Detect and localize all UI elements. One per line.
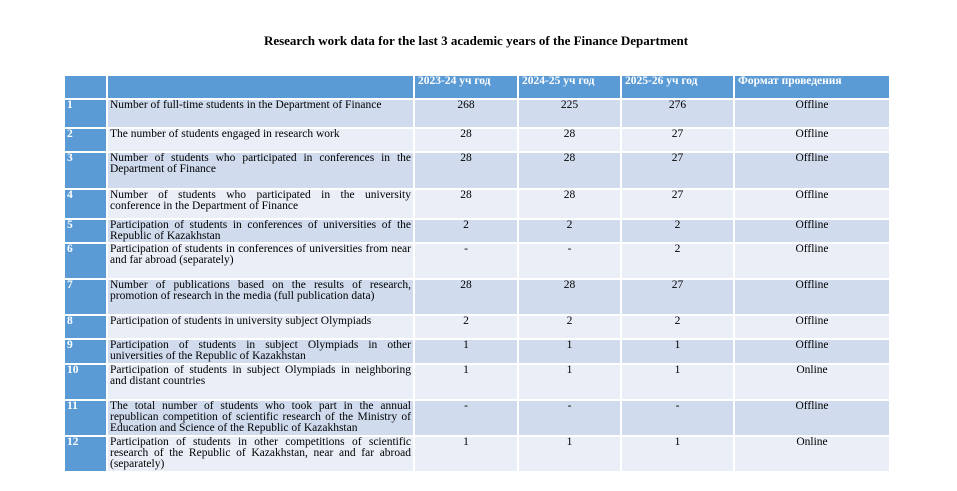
row-indicator: The total number of students who took part in the annual republican competition of scientific research of the Ministry of Education and Science of the Republic of Kazakhstan: [107, 400, 414, 436]
row-format: Offline: [734, 279, 890, 315]
row-value-2025-26: 1: [621, 436, 734, 472]
row-value-2023-24: 2: [414, 315, 518, 339]
row-format: Offline: [734, 339, 890, 364]
row-indicator: Participation of students in university subject Olympiads: [107, 315, 414, 339]
table-row: [64, 99, 890, 128]
row-indicator: The number of students engaged in research work: [107, 128, 414, 152]
row-indicator: Participation of students in conferences of universities from near and far abroad (separately): [107, 243, 414, 279]
header-indicator: [107, 75, 414, 99]
row-number: 4: [64, 189, 107, 219]
row-value-2023-24: 1: [414, 339, 518, 364]
table-row: [64, 243, 890, 279]
row-value-2023-24: 28: [414, 189, 518, 219]
row-value-2023-24: 2: [414, 219, 518, 243]
row-value-2023-24: 268: [414, 99, 518, 128]
table-row: [64, 279, 890, 315]
row-indicator: Participation of students in other competitions of scientific research of the Republic of Kazakhstan, near and far abroad (separately): [107, 436, 414, 472]
table-row: [64, 364, 890, 400]
row-format: Offline: [734, 152, 890, 189]
row-value-2024-25: 28: [518, 152, 621, 189]
row-value-2025-26: 2: [621, 219, 734, 243]
row-value-2024-25: 28: [518, 279, 621, 315]
header-2024-25: 2024-25 уч год: [518, 75, 621, 99]
row-value-2024-25: -: [518, 400, 621, 436]
row-value-2025-26: 27: [621, 279, 734, 315]
row-indicator: Number of students who participated in conferences in the Department of Finance: [107, 152, 414, 189]
row-indicator: Participation of students in subject Olympiads in other universities of the Republic of Kazakhstan: [107, 339, 414, 364]
row-value-2025-26: 2: [621, 315, 734, 339]
row-value-2024-25: 1: [518, 436, 621, 472]
header-format: Формат проведения: [734, 75, 890, 99]
row-value-2024-25: 225: [518, 99, 621, 128]
row-format: Offline: [734, 128, 890, 152]
row-value-2025-26: 27: [621, 189, 734, 219]
row-number: 7: [64, 279, 107, 315]
row-value-2023-24: -: [414, 400, 518, 436]
table-row: [64, 152, 890, 189]
header-2023-24: 2023-24 уч год: [414, 75, 518, 99]
row-number: 2: [64, 128, 107, 152]
row-value-2025-26: 2: [621, 243, 734, 279]
row-format: Online: [734, 364, 890, 400]
row-value-2025-26: 1: [621, 339, 734, 364]
header-number: [64, 75, 107, 99]
row-value-2024-25: 28: [518, 128, 621, 152]
row-value-2023-24: 1: [414, 364, 518, 400]
row-format: Offline: [734, 315, 890, 339]
row-number: 3: [64, 152, 107, 189]
research-data-table: [63, 74, 891, 473]
row-indicator: Participation of students in conferences of universities of the Republic of Kazakhstan: [107, 219, 414, 243]
row-format: Offline: [734, 219, 890, 243]
table-row: [64, 189, 890, 219]
row-value-2023-24: -: [414, 243, 518, 279]
table-row: [64, 315, 890, 339]
row-value-2023-24: 28: [414, 128, 518, 152]
row-number: 6: [64, 243, 107, 279]
row-format: Online: [734, 436, 890, 472]
row-format: Offline: [734, 400, 890, 436]
row-number: 11: [64, 400, 107, 436]
row-number: 5: [64, 219, 107, 243]
row-value-2024-25: 1: [518, 339, 621, 364]
row-value-2024-25: 1: [518, 364, 621, 400]
row-value-2023-24: 28: [414, 279, 518, 315]
row-value-2025-26: 1: [621, 364, 734, 400]
row-format: Offline: [734, 189, 890, 219]
row-value-2024-25: 2: [518, 219, 621, 243]
table-row: [64, 219, 890, 243]
row-number: 9: [64, 339, 107, 364]
row-value-2024-25: 2: [518, 315, 621, 339]
row-value-2023-24: 28: [414, 152, 518, 189]
table-row: [64, 128, 890, 152]
row-number: 10: [64, 364, 107, 400]
table-header-row: [64, 75, 890, 99]
row-value-2025-26: 276: [621, 99, 734, 128]
header-2025-26: 2025-26 уч год: [621, 75, 734, 99]
row-value-2025-26: -: [621, 400, 734, 436]
row-number: 12: [64, 436, 107, 472]
row-format: Offline: [734, 99, 890, 128]
row-value-2024-25: -: [518, 243, 621, 279]
row-format: Offline: [734, 243, 890, 279]
row-indicator: Participation of students in subject Olympiads in neighboring and distant countries: [107, 364, 414, 400]
table-row: [64, 400, 890, 436]
row-indicator: Number of students who participated in the university conference in the Department of Finance: [107, 189, 414, 219]
document-title: Research work data for the last 3 academic years of the Finance Department: [263, 33, 689, 48]
row-number: 8: [64, 315, 107, 339]
table-row: [64, 436, 890, 472]
row-value-2023-24: 1: [414, 436, 518, 472]
row-number: 1: [64, 99, 107, 128]
row-indicator: Number of publications based on the results of research, promotion of research in the media (full publication data): [107, 279, 414, 315]
row-value-2025-26: 27: [621, 152, 734, 189]
table-row: [64, 339, 890, 364]
row-indicator: Number of full-time students in the Department of Finance: [107, 99, 414, 128]
row-value-2025-26: 27: [621, 128, 734, 152]
row-value-2024-25: 28: [518, 189, 621, 219]
